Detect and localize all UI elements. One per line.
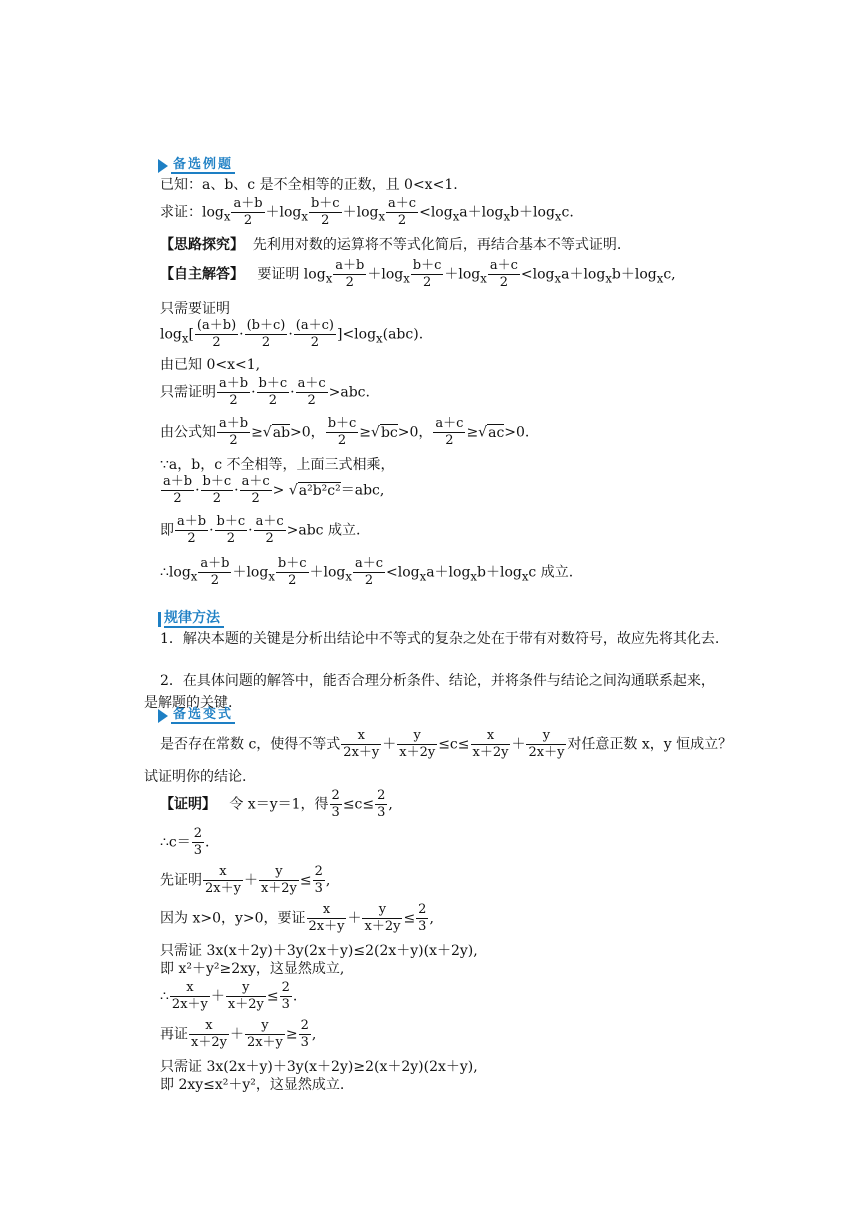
think-line — [160, 236, 621, 254]
first-text: 先证明 — [160, 872, 202, 889]
since-line: ∵a，b，c 不全相等，上面三式相乘， — [160, 457, 395, 473]
need-a-line: 只需证 3x(x＋2y)＋3y(2x＋y)≤2(2x＋y)(x＋2y), — [160, 943, 478, 959]
method-p1: 1．解决本题的关键是分析出结论中不等式的复杂之处在于带有对数符号，故应先将其化去. — [160, 631, 720, 647]
proof-let-line: 【证明】 令 x＝y＝1，得 $\frac{2}{3}$ ≤c≤ $\frac{2}{3}$ , — [160, 788, 393, 820]
example-badge-label: 备选例题 — [173, 157, 234, 172]
variant-q1: 是否存在常数 c，使得不等式 — [160, 736, 341, 753]
solve-line: 【自主解答】 要证明 $\log_x$ $\frac{a+b}{2}$ $+\log_x$ $\frac{b+c}{2}$ $+\log_x$ $\frac{a+c}{2}$ $<\log_xa+\log_xb+\log_xc$, — [160, 258, 676, 290]
that-is-label: 即 — [160, 522, 174, 539]
solve-text: 要证明 — [257, 266, 300, 283]
variant-q3: 试证明你的结论. — [144, 769, 247, 785]
then-text: 再证 — [160, 1026, 188, 1043]
then-line: 再证 $\frac{x}{x+2y}$ ＋ $\frac{y}{2x+y}$ ≥ $\frac{2}{3}$ , — [160, 1018, 317, 1050]
c-eq-text: ∴c＝ — [160, 834, 191, 851]
prove-prefix: 求证： — [160, 204, 202, 221]
product-line: $\frac{a+b}{2}$ · $\frac{b+c}{2}$ · $\frac{a+c}{2}$ > √a²b²c²＝abc, — [163, 474, 385, 506]
prove-line: 求证：$\log_x$ $\frac{a+b}{2}$ $+\log_x$ $\frac{b+c}{2}$ $+\log_x$ $\frac{a+c}{2}$ $<\log_xa+\log_xb+\log_xc$. — [160, 196, 574, 228]
log-product-line: $\log_x$[ $\frac{(a+b)}{2}$ · $\frac{(b+c)}{2}$ · $\frac{(a+c)}{2}$ ]$<\log_x(abc)$. — [160, 318, 424, 350]
that-is-line: 即 $\frac{a+b}{2}$ · $\frac{b+c}{2}$ · $\frac{a+c}{2}$ >abc 成立. — [160, 514, 361, 546]
formula-line: 由公式知 $\frac{a+b}{2}$ ≥√ab>0， $\frac{b+c}{2}$ ≥√bc>0， $\frac{a+c}{2}$ ≥√ac>0. — [160, 416, 530, 448]
from-known-line: 由已知 0<x<1, — [160, 357, 261, 373]
ie-a-line: 即 x²＋y²≥2xy，这显然成立, — [160, 961, 345, 977]
need-line: 只需要证明 — [160, 301, 230, 317]
think-label: 【思路探究】 — [160, 237, 244, 253]
c-eq-line: ∴c＝ $\frac{2}{3}$ . — [160, 826, 210, 858]
because-text: 因为 x>0，y>0，要证 — [160, 910, 306, 927]
need-b-line: 只需证 3x(2x＋y)＋3y(x＋2y)≥2(x＋2y)(2x＋y), — [160, 1059, 478, 1075]
method-p2: 2．在具体问题的解答中，能否合理分析条件、结论，并将条件与结论之间沟通联系起来，是解题的关键. — [144, 673, 715, 711]
given-line: 已知：a、b、c 是不全相等的正数，且 0<x<1. — [160, 177, 458, 193]
variant-q2: 对任意正数 x，y 恒成立？ — [567, 736, 733, 753]
formula-label: 由公式知 — [160, 424, 216, 441]
triangle-icon-2 — [158, 709, 168, 723]
let-text: 令 x＝y＝1，得 — [229, 796, 329, 813]
think-text: 先利用对数的运算将不等式化简后，再结合基本不等式证明. — [252, 237, 622, 253]
therefore-a-line: ∴ $\frac{x}{2x+y}$ ＋ $\frac{y}{x+2y}$ ≤ $\frac{2}{3}$ . — [160, 980, 298, 1012]
method-section-title: 规律方法 — [164, 610, 224, 628]
variant-badge — [158, 708, 235, 724]
example-badge — [158, 158, 235, 174]
section-bar-icon — [158, 612, 161, 627]
therefore-symbol: ∴ — [160, 564, 169, 581]
need2-label: 只需证明 — [160, 384, 216, 401]
first-line: 先证明 $\frac{x}{2x+y}$ ＋ $\frac{y}{x+2y}$ ≤ $\frac{2}{3}$ , — [160, 864, 331, 896]
solve-label: 【自主解答】 — [160, 266, 244, 283]
variant-badge-label: 备选变式 — [173, 707, 234, 722]
triangle-icon — [158, 159, 168, 173]
ie-b-line: 即 2xy≤x²＋y²，这显然成立. — [160, 1077, 345, 1093]
method-section-header — [158, 610, 224, 628]
because-line: 因为 x>0，y>0，要证 $\frac{x}{2x+y}$ ＋ $\frac{y}{x+2y}$ ≤ $\frac{2}{3}$ , — [160, 902, 434, 934]
therefore-line: $\therefore\log_x$ $\frac{a+b}{2}$ $+\log_x$ $\frac{b+c}{2}$ $+\log_x$ $\frac{a+c}{2}$ $<\log_xa+\log_xb+\log_xc$ 成立. — [160, 556, 574, 588]
need2-line: 只需证明 $\frac{a+b}{2}$ · $\frac{b+c}{2}$ · $\frac{a+c}{2}$ >abc. — [160, 376, 370, 408]
proof-label: 【证明】 — [160, 796, 216, 813]
holds-text: 成立. — [327, 522, 361, 539]
variant-question: 是否存在常数 c，使得不等式 $\frac{x}{2x+y}$ ＋ $\frac{y}{x+2y}$ ≤c≤ $\frac{x}{x+2y}$ ＋ $\frac{y}{2x+y}$ 对任意正数 x，y 恒成立？ — [160, 728, 733, 760]
holds-text-2: 成立. — [540, 564, 574, 581]
